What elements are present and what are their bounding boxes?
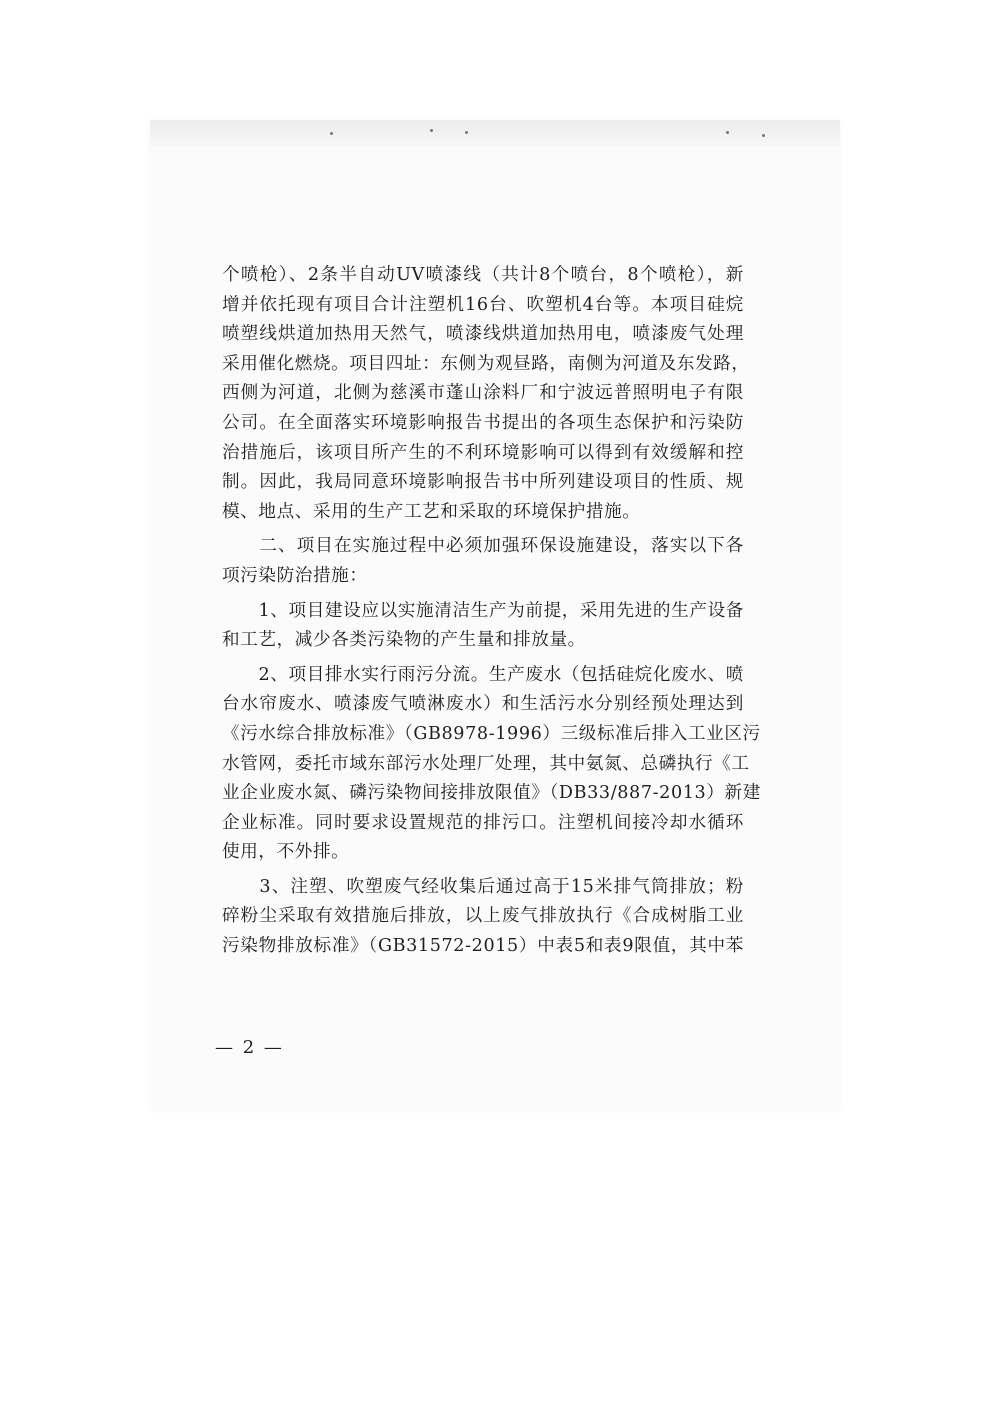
text-line: 项污染防治措施： xyxy=(222,565,368,586)
text-line: 西侧为河道，北侧为慈溪市蓬山涂料厂和宁波远普照明电子有限 xyxy=(222,383,744,404)
scan-speck xyxy=(330,132,333,135)
paragraph xyxy=(222,261,750,527)
text-line: 台水帘废水、喷漆废气喷淋废水）和生活污水分别经预处理达到 xyxy=(222,694,744,715)
text-line: 增并依托现有项目合计注塑机16台、吹塑机4台等。本项目硅烷 xyxy=(222,294,744,315)
text-line: 《污水综合排放标准》（GB8978-1996）三级标准后排入工业区污 xyxy=(222,723,761,744)
scan-shadow-strip xyxy=(150,120,840,146)
page-number: — 2 — xyxy=(215,1037,284,1058)
text-line: 1、项目建设应以实施清洁生产为前提，采用先进的生产设备 xyxy=(222,600,744,621)
scan-speck xyxy=(465,131,468,134)
text-line: 碎粉尘采取有效措施后排放，以上废气排放执行《合成树脂工业 xyxy=(222,906,744,927)
text-line: 采用催化燃烧。项目四址：东侧为观昼路，南侧为河道及东发路， xyxy=(222,353,750,374)
text-line: 水管网，委托市域东部污水处理厂处理，其中氨氮、总磷执行《工 xyxy=(222,753,750,774)
text-line: 模、地点、采用的生产工艺和采取的环境保护措施。 xyxy=(222,501,641,522)
text-line: 企业标准。同时要求设置规范的排污口。注塑机间接冷却水循环 xyxy=(222,812,744,833)
text-line: 治措施后，该项目所产生的不利环境影响可以得到有效缓解和控 xyxy=(222,442,744,463)
document-body xyxy=(222,261,761,962)
text-line: 制。因此，我局同意环境影响报告书中所列建设项目的性质、规 xyxy=(222,472,744,493)
paragraph xyxy=(222,661,761,868)
text-line: 业企业废水氮、磷污染物间接排放限值》（DB33/887-2013）新建 xyxy=(222,783,761,804)
text-line: 和工艺，减少各类污染物的产生量和排放量。 xyxy=(222,630,586,651)
paragraph xyxy=(222,873,744,962)
paragraph xyxy=(222,597,744,656)
text-line: 公司。在全面落实环境影响报告书提出的各项生态保护和污染防 xyxy=(222,412,744,433)
paragraph xyxy=(222,532,744,591)
text-line: 二、项目在实施过程中必须加强环保设施建设，落实以下各 xyxy=(222,536,744,557)
text-line: 污染物排放标准》（GB31572-2015）中表5和表9限值，其中苯 xyxy=(222,936,744,957)
text-line: 2、项目排水实行雨污分流。生产废水（包括硅烷化废水、喷 xyxy=(222,664,744,685)
text-line: 个喷枪）、2条半自动UV喷漆线（共计8个喷台，8个喷枪），新 xyxy=(222,265,744,285)
text-line: 3、注塑、吹塑废气经收集后通过高于15米排气筒排放；粉 xyxy=(222,876,744,897)
scan-speck xyxy=(430,129,433,132)
text-line: 喷塑线烘道加热用天然气，喷漆线烘道加热用电，喷漆废气处理 xyxy=(222,324,744,345)
scan-speck xyxy=(762,134,765,137)
scan-speck xyxy=(726,131,729,134)
text-line: 使用，不外排。 xyxy=(222,842,350,863)
